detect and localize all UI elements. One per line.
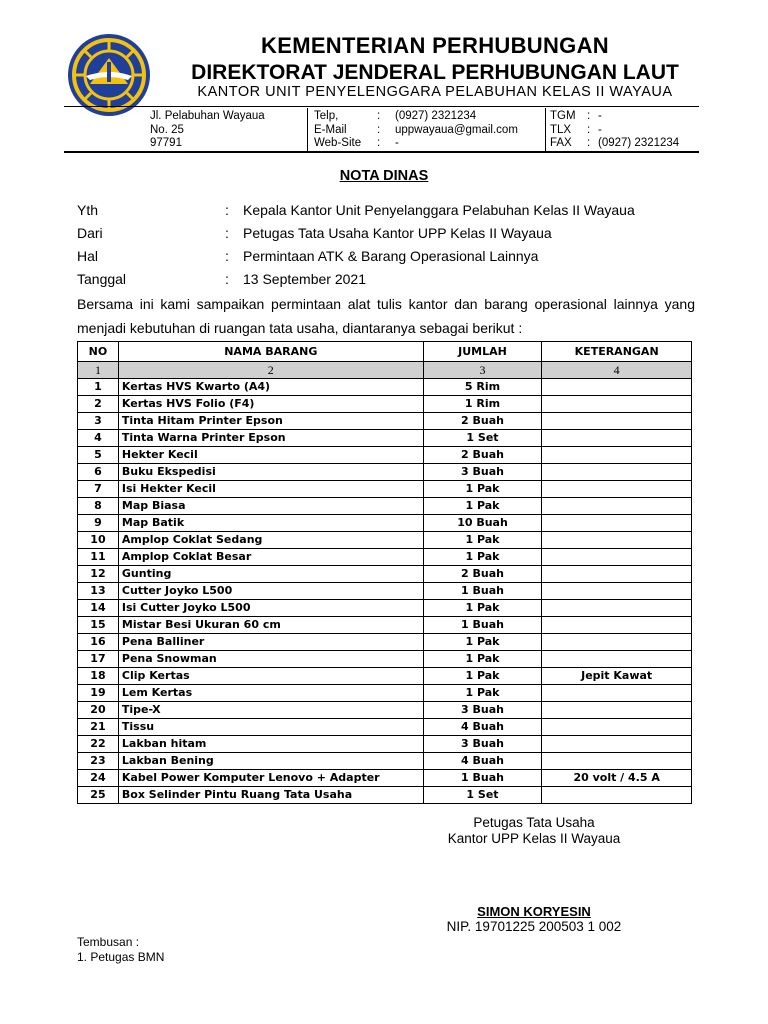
item-qty: 2 Buah	[423, 413, 542, 430]
field-value-yth: Kepala Kantor Unit Penyelanggara Pelabuhan Kelas II Wayaua	[243, 202, 635, 218]
table-row	[78, 583, 692, 600]
item-qty: 2 Buah	[423, 447, 542, 464]
item-qty: 1 Set	[423, 787, 542, 804]
table-row	[78, 413, 692, 430]
item-note	[542, 549, 692, 566]
row-no: 21	[78, 719, 119, 736]
row-no: 20	[78, 702, 119, 719]
row-no: 6	[78, 464, 119, 481]
contact-divider	[545, 108, 546, 151]
row-no: 19	[78, 685, 119, 702]
document-title: NOTA DINAS	[339, 168, 429, 184]
field-label-dari: Dari	[77, 225, 103, 241]
phone-value: (0927) 2321234	[395, 110, 477, 122]
colon: :	[225, 202, 229, 218]
item-name: Hekter Kecil	[118, 447, 423, 464]
item-name: Lakban Bening	[118, 753, 423, 770]
item-note	[542, 753, 692, 770]
item-qty: 1 Pak	[423, 481, 542, 498]
table-row	[78, 787, 692, 804]
col-header-qty: JUMLAH	[423, 342, 542, 362]
item-qty: 5 Rim	[423, 379, 542, 396]
item-note: Jepit Kawat	[542, 668, 692, 685]
item-note	[542, 566, 692, 583]
field-value-dari: Petugas Tata Usaha Kantor UPP Kelas II Wayaua	[243, 225, 552, 241]
table-row	[78, 549, 692, 566]
website-value: -	[395, 137, 399, 149]
fax-value: (0927) 2321234	[598, 137, 680, 149]
table-row	[78, 702, 692, 719]
item-qty: 3 Buah	[423, 702, 542, 719]
col-header-no: NO	[78, 342, 119, 362]
item-note	[542, 532, 692, 549]
cc-label: Tembusan :	[77, 935, 140, 949]
row-no: 10	[78, 532, 119, 549]
item-note	[542, 413, 692, 430]
item-qty: 1 Buah	[423, 770, 542, 787]
colon: :	[587, 110, 591, 122]
table-row	[78, 379, 692, 396]
email-value: uppwayaua@gmail.com	[395, 123, 518, 136]
item-name: Lem Kertas	[118, 685, 423, 702]
item-qty: 4 Buah	[423, 753, 542, 770]
item-name: Isi Cutter Joyko L500	[118, 600, 423, 617]
colon: :	[377, 123, 381, 136]
table-row	[78, 515, 692, 532]
table-row	[78, 396, 692, 413]
extra-label: FAX	[550, 137, 572, 149]
table-index-row	[78, 362, 692, 379]
item-qty: 1 Pak	[423, 634, 542, 651]
table-row	[78, 447, 692, 464]
signature-office: Kantor UPP Kelas II Wayaua	[447, 831, 621, 846]
index-cell: 3	[423, 362, 542, 379]
item-qty: 1 Pak	[423, 549, 542, 566]
table-row	[78, 685, 692, 702]
item-name: Map Biasa	[118, 498, 423, 515]
row-no: 17	[78, 651, 119, 668]
address-line: No. 25	[150, 123, 184, 136]
item-name: Tipe-X	[118, 702, 423, 719]
item-note	[542, 600, 692, 617]
item-name: Tinta Hitam Printer Epson	[118, 413, 423, 430]
ministry-name: KEMENTERIAN PERHUBUNGAN	[261, 33, 609, 58]
row-no: 18	[78, 668, 119, 685]
item-qty: 1 Rim	[423, 396, 542, 413]
signature-role: Petugas Tata Usaha	[473, 815, 595, 830]
item-qty: 1 Pak	[423, 685, 542, 702]
item-name: Map Batik	[118, 515, 423, 532]
item-qty: 2 Buah	[423, 566, 542, 583]
row-no: 14	[78, 600, 119, 617]
index-cell: 1	[78, 362, 119, 379]
table-row	[78, 668, 692, 685]
colon: :	[225, 248, 229, 264]
table-row	[78, 464, 692, 481]
item-note	[542, 430, 692, 447]
item-name: Isi Hekter Kecil	[118, 481, 423, 498]
cc-item: 1. Petugas BMN	[77, 950, 165, 964]
row-no: 12	[78, 566, 119, 583]
item-note	[542, 719, 692, 736]
item-name: Mistar Besi Ukuran 60 cm	[118, 617, 423, 634]
item-qty: 1 Pak	[423, 600, 542, 617]
item-name: Clip Kertas	[118, 668, 423, 685]
table-row	[78, 634, 692, 651]
row-no: 1	[78, 379, 119, 396]
row-no: 24	[78, 770, 119, 787]
tlx-value: -	[598, 123, 602, 136]
row-no: 7	[78, 481, 119, 498]
contact-values	[395, 110, 518, 151]
item-name: Kertas HVS Folio (F4)	[118, 396, 423, 413]
directorate-name: DIREKTORAT JENDERAL PERHUBUNGAN LAUT	[191, 61, 679, 84]
signatory-nip: NIP. 19701225 200503 1 002	[446, 919, 622, 934]
table-row	[78, 617, 692, 634]
contact-label: Telp,	[314, 110, 339, 122]
item-qty: 1 Buah	[423, 617, 542, 634]
item-qty: 3 Buah	[423, 464, 542, 481]
item-name: Gunting	[118, 566, 423, 583]
table-row	[78, 753, 692, 770]
item-qty: 1 Pak	[423, 668, 542, 685]
item-qty: 1 Pak	[423, 498, 542, 515]
table-row	[78, 566, 692, 583]
tgm-value: -	[598, 110, 602, 122]
table-row	[78, 736, 692, 753]
field-label-yth: Yth	[77, 202, 99, 218]
extra-label: TLX	[550, 123, 572, 136]
item-name: Pena Balliner	[118, 634, 423, 651]
items-table	[77, 341, 692, 804]
table-row	[78, 481, 692, 498]
contact-colons	[377, 110, 380, 151]
item-qty: 4 Buah	[423, 719, 542, 736]
contact-divider	[307, 108, 308, 151]
item-note	[542, 447, 692, 464]
row-no: 9	[78, 515, 119, 532]
row-no: 22	[78, 736, 119, 753]
field-value-hal: Permintaan ATK & Barang Operasional Lainnya	[243, 248, 539, 264]
signatory-name: SIMON KORYESIN	[477, 904, 591, 919]
item-qty: 1 Pak	[423, 532, 542, 549]
table-row	[78, 532, 692, 549]
colon: :	[377, 137, 381, 149]
item-qty: 1 Pak	[423, 651, 542, 668]
address-block	[150, 110, 265, 151]
table-header-row	[78, 342, 692, 362]
table-row	[78, 770, 692, 787]
colon: :	[587, 137, 591, 149]
field-label-tanggal: Tanggal	[77, 271, 127, 287]
header-divider-top	[64, 106, 699, 107]
item-note	[542, 379, 692, 396]
item-note	[542, 515, 692, 532]
field-label-hal: Hal	[77, 248, 99, 264]
extra-values	[598, 110, 679, 151]
item-note	[542, 464, 692, 481]
item-qty: 1 Set	[423, 430, 542, 447]
item-name: Box Selinder Pintu Ruang Tata Usaha	[118, 787, 423, 804]
item-name: Kertas HVS Kwarto (A4)	[118, 379, 423, 396]
row-no: 25	[78, 787, 119, 804]
item-note	[542, 736, 692, 753]
item-note	[542, 583, 692, 600]
item-name: Pena Snowman	[118, 651, 423, 668]
table-row	[78, 719, 692, 736]
item-note	[542, 498, 692, 515]
address-line: 97791	[150, 137, 182, 149]
item-name: Amplop Coklat Sedang	[118, 532, 423, 549]
item-name: Lakban hitam	[118, 736, 423, 753]
item-note	[542, 634, 692, 651]
index-cell: 4	[542, 362, 692, 379]
row-no: 15	[78, 617, 119, 634]
extra-label: TGM	[550, 110, 576, 122]
field-value-tanggal: 13 September 2021	[243, 271, 366, 287]
item-name: Tinta Warna Printer Epson	[118, 430, 423, 447]
item-name: Cutter Joyko L500	[118, 583, 423, 600]
intro-paragraph: Bersama ini kami sampaikan permintaan alat tulis kantor dan barang operasional lainnya yang menjadi kebutuhan di ruangan tata usaha, diantaranya sebagai berikut :	[77, 296, 695, 336]
office-name: KANTOR UNIT PENYELENGGARA PELABUHAN KELAS II WAYAUA	[197, 84, 673, 100]
table-row	[78, 600, 692, 617]
item-qty: 10 Buah	[423, 515, 542, 532]
row-no: 16	[78, 634, 119, 651]
item-note: 20 volt / 4.5 A	[542, 770, 692, 787]
item-name: Buku Ekspedisi	[118, 464, 423, 481]
item-note	[542, 396, 692, 413]
table-row	[78, 498, 692, 515]
item-note	[542, 685, 692, 702]
contact-label: Web-Site	[314, 137, 362, 149]
item-qty: 1 Buah	[423, 583, 542, 600]
row-no: 2	[78, 396, 119, 413]
item-note	[542, 787, 692, 804]
item-note	[542, 702, 692, 719]
item-note	[542, 481, 692, 498]
header-divider-bottom	[64, 151, 699, 153]
row-no: 4	[78, 430, 119, 447]
row-no: 23	[78, 753, 119, 770]
item-name: Amplop Coklat Besar	[118, 549, 423, 566]
address-line: Jl. Pelabuhan Wayaua	[150, 110, 265, 122]
contact-labels	[314, 110, 361, 151]
row-no: 13	[78, 583, 119, 600]
extra-labels	[550, 110, 576, 151]
item-qty: 3 Buah	[423, 736, 542, 753]
colon: :	[377, 110, 381, 122]
row-no: 3	[78, 413, 119, 430]
item-name: Kabel Power Komputer Lenovo + Adapter	[118, 770, 423, 787]
colon: :	[225, 225, 229, 241]
col-header-note: KETERANGAN	[542, 342, 692, 362]
table-row	[78, 430, 692, 447]
row-no: 5	[78, 447, 119, 464]
row-no: 11	[78, 549, 119, 566]
index-cell: 2	[118, 362, 423, 379]
colon: :	[587, 123, 591, 136]
item-name: Tissu	[118, 719, 423, 736]
colon: :	[225, 271, 229, 287]
row-no: 8	[78, 498, 119, 515]
contact-label: E-Mail	[314, 123, 347, 136]
item-note	[542, 651, 692, 668]
col-header-name: NAMA BARANG	[118, 342, 423, 362]
table-row	[78, 651, 692, 668]
item-note	[542, 617, 692, 634]
extra-colons	[587, 110, 590, 151]
